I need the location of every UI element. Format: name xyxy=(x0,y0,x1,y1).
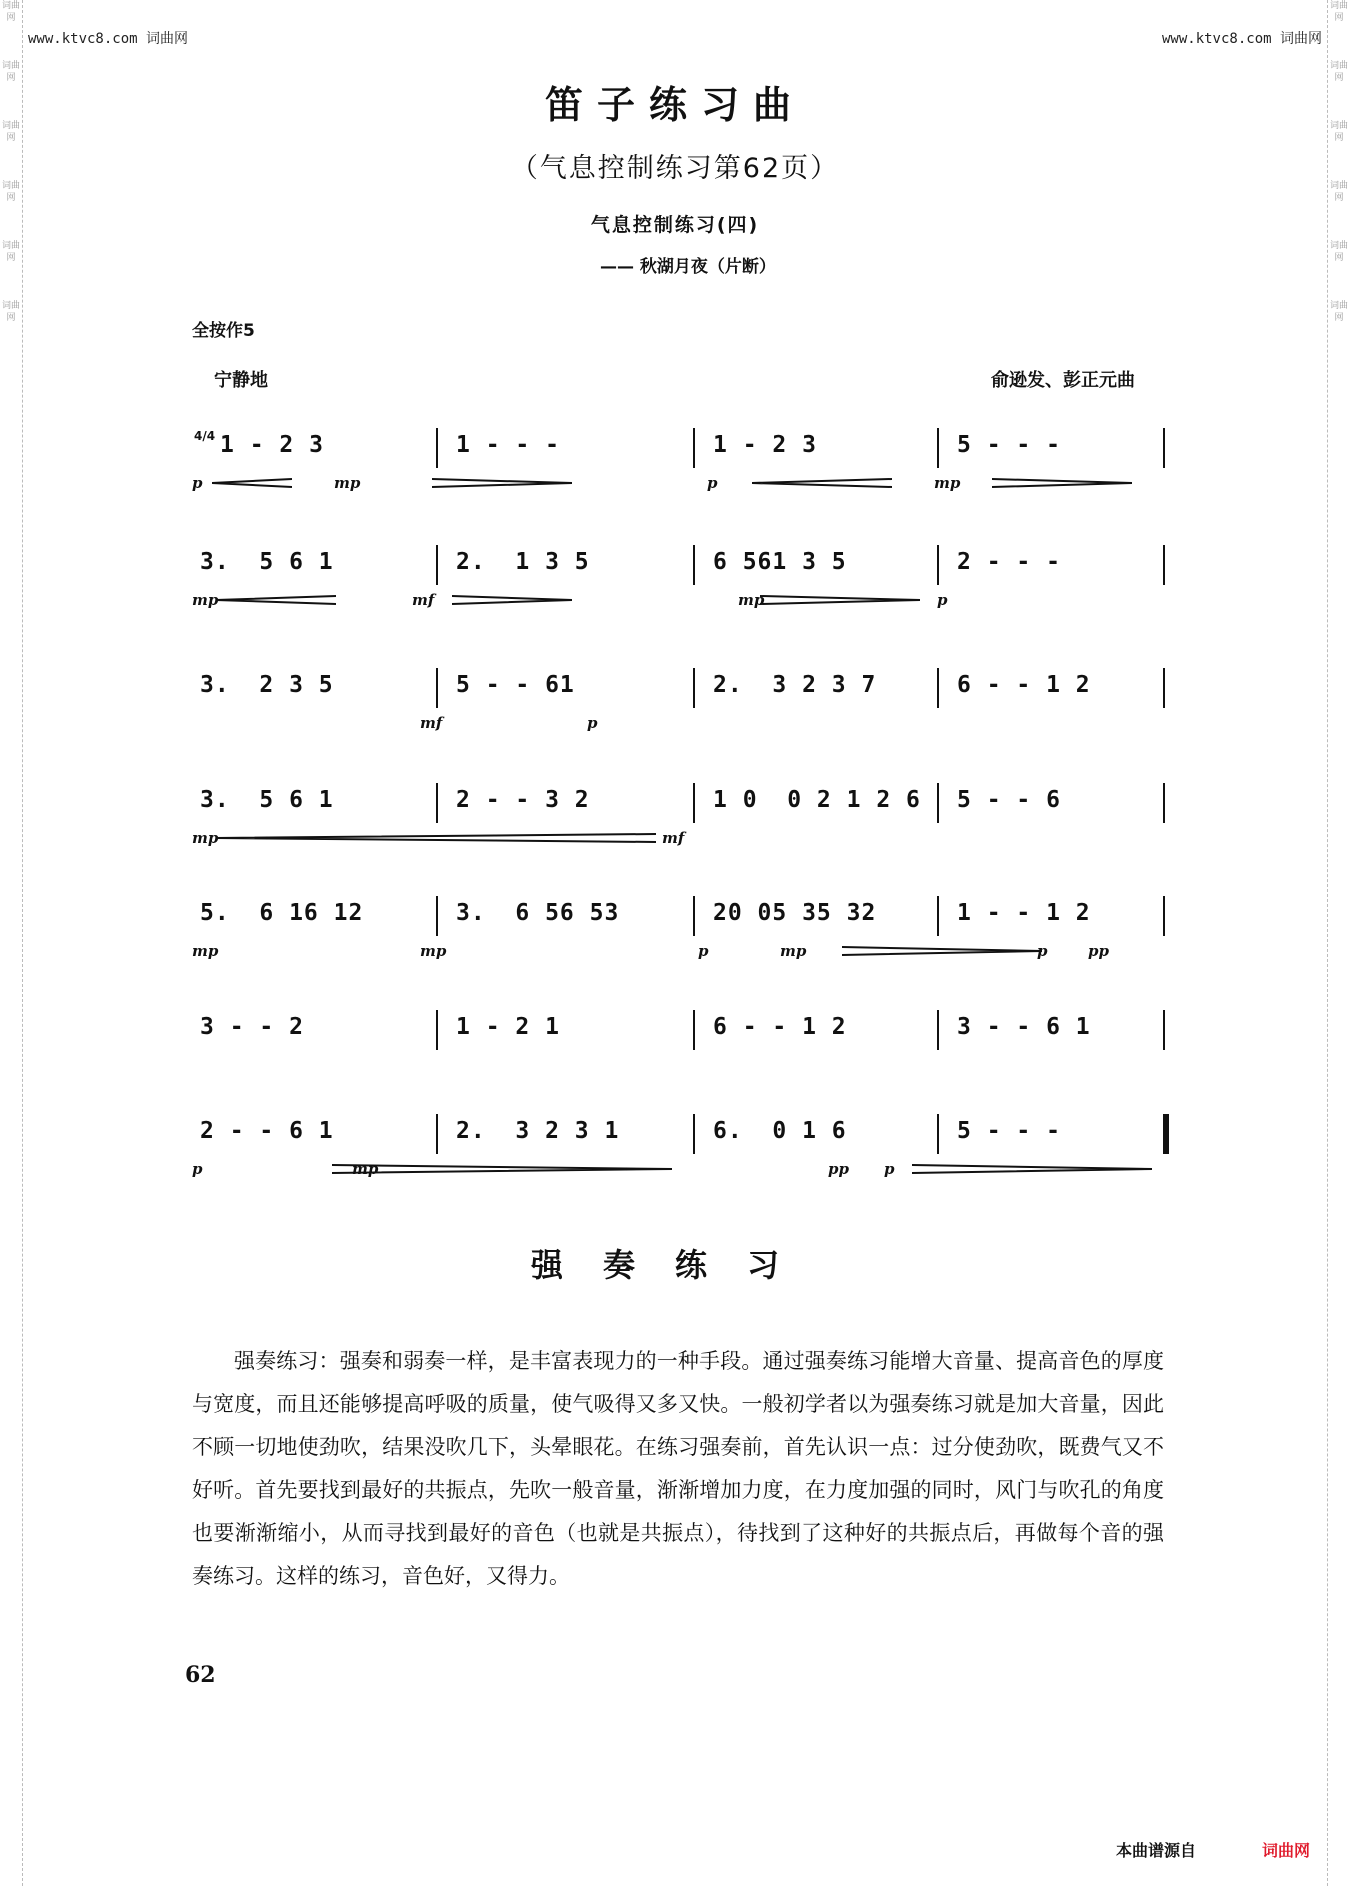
section-title: 强奏练习 xyxy=(530,1246,819,1284)
dynamic-marking: p xyxy=(192,1160,203,1178)
fingering-key: 全按作5 xyxy=(192,321,255,341)
dynamic-marking: pp xyxy=(1088,942,1109,960)
dynamic-marking: mp xyxy=(780,942,807,960)
right-watermark-strip xyxy=(1327,0,1350,1886)
barline xyxy=(1163,1114,1169,1154)
score-row xyxy=(192,896,1167,976)
measure: 2. 3 2 3 1 xyxy=(456,1118,620,1144)
side-watermark-text: 词曲网 xyxy=(1329,121,1348,143)
barline xyxy=(1163,1010,1165,1050)
measure: 5 - - 61 xyxy=(456,672,575,698)
measure: 3 - - 6 1 xyxy=(957,1014,1091,1040)
barline xyxy=(1163,783,1165,823)
side-watermark-text: 词曲网 xyxy=(1329,61,1348,83)
header-left-url[interactable]: www.ktvc8.com 词曲网 xyxy=(28,31,189,47)
header-right-url[interactable]: www.ktvc8.com 词曲网 xyxy=(1161,31,1322,47)
barline xyxy=(436,428,438,468)
diminuendo-hairpin xyxy=(842,946,1042,956)
diminuendo-hairpin xyxy=(760,595,920,605)
piece-title: 气息控制练习(四) xyxy=(590,214,760,236)
measure: 5 - - 6 xyxy=(957,787,1061,813)
barline xyxy=(937,428,939,468)
diminuendo-hairpin xyxy=(332,1164,672,1174)
barline xyxy=(436,783,438,823)
barline xyxy=(937,668,939,708)
barline xyxy=(693,896,695,936)
measure: 2. 1 3 5 xyxy=(456,549,590,575)
barline xyxy=(436,896,438,936)
measure: 3 - - 2 xyxy=(200,1014,304,1040)
dynamic-marking: mp xyxy=(420,942,447,960)
barline xyxy=(436,1114,438,1154)
side-watermark-text: 词曲网 xyxy=(1,1,20,23)
dynamic-marking: mp xyxy=(352,1160,379,1178)
measure: 6. 0 1 6 xyxy=(713,1118,847,1144)
diminuendo-hairpin xyxy=(452,595,572,605)
barline xyxy=(1163,428,1165,468)
left-watermark-strip xyxy=(0,0,23,1886)
diminuendo-hairpin xyxy=(912,1164,1152,1174)
measure: 1 - - 1 2 xyxy=(957,900,1091,926)
dynamic-marking: p xyxy=(937,591,948,609)
side-watermark-text: 词曲网 xyxy=(1,241,20,263)
barline xyxy=(937,1114,939,1154)
measure: 2 - - 6 1 xyxy=(200,1118,334,1144)
dynamic-marking: mp xyxy=(192,829,219,847)
barline xyxy=(937,1010,939,1050)
score-row xyxy=(192,428,1167,508)
measure: 1 - 2 3 xyxy=(220,432,324,458)
diminuendo-hairpin xyxy=(992,478,1132,488)
crescendo-hairpin xyxy=(752,478,892,488)
crescendo-hairpin xyxy=(212,478,292,488)
page-subtitle: （气息控制练习第62页） xyxy=(510,153,840,184)
measure: 3. 5 6 1 xyxy=(200,787,334,813)
side-watermark-text: 词曲网 xyxy=(1,181,20,203)
measure: 1 - 2 3 xyxy=(713,432,817,458)
measure: 6 - - 1 2 xyxy=(957,672,1091,698)
dynamic-marking: mp xyxy=(192,591,219,609)
measure: 3. 5 6 1 xyxy=(200,549,334,575)
measure: 5. 6 16 12 xyxy=(200,900,364,926)
measure: 20 05 35 32 xyxy=(713,900,877,926)
barline xyxy=(436,545,438,585)
piece-subtitle: —— 秋湖月夜（片断） xyxy=(600,257,776,277)
dynamic-marking: mp xyxy=(334,474,361,492)
crescendo-hairpin xyxy=(216,595,336,605)
dynamic-marking: mp xyxy=(934,474,961,492)
barline xyxy=(1163,668,1165,708)
score-row xyxy=(192,668,1167,748)
barline xyxy=(1163,545,1165,585)
dynamic-marking: mp xyxy=(192,942,219,960)
measure: 2 - - - xyxy=(957,549,1061,575)
dynamic-marking: mf xyxy=(412,591,435,609)
side-watermark-text: 词曲网 xyxy=(1329,1,1348,23)
dynamic-marking: pp xyxy=(828,1160,849,1178)
dynamic-marking: p xyxy=(587,714,598,732)
score-row xyxy=(192,1114,1167,1194)
dynamic-marking: p xyxy=(707,474,718,492)
measure: 5 - - - xyxy=(957,432,1061,458)
barline xyxy=(937,545,939,585)
score-row xyxy=(192,1010,1167,1090)
dynamic-marking: mf xyxy=(662,829,685,847)
measure: 6 561 3 5 xyxy=(713,549,847,575)
measure: 3. 2 3 5 xyxy=(200,672,334,698)
barline xyxy=(436,668,438,708)
measure: 2. 3 2 3 7 xyxy=(713,672,877,698)
diminuendo-hairpin xyxy=(432,478,572,488)
measure: 1 0 0 2 1 2 6 xyxy=(713,787,921,813)
page-number: 62 xyxy=(185,1662,216,1688)
dynamic-marking: p xyxy=(698,942,709,960)
barline xyxy=(693,1010,695,1050)
dynamic-marking: p xyxy=(192,474,203,492)
measure: 1 - 2 1 xyxy=(456,1014,560,1040)
dynamic-marking: mp xyxy=(738,591,765,609)
tempo-marking: 宁静地 xyxy=(214,370,268,391)
measure: 2 - - 3 2 xyxy=(456,787,590,813)
barline xyxy=(693,428,695,468)
barline xyxy=(693,668,695,708)
crescendo-hairpin xyxy=(216,833,656,843)
side-watermark-text: 词曲网 xyxy=(1,61,20,83)
body-text xyxy=(192,1340,1164,1598)
measure: 3. 6 56 53 xyxy=(456,900,620,926)
score-row xyxy=(192,545,1167,625)
body-paragraph: 强奏练习：强奏和弱奏一样，是丰富表现力的一种手段。通过强奏练习能增大音量、提高音色的厚度与宽度，而且还能够提高呼吸的质量，使气吸得又多又快。一般初学者以为强奏练习就是加大音量，因此不顾一切地使劲吹，结果没吹几下，头晕眼花。在练习强奏前，首先认识一点：过分使劲吹，既费气又不好听。首先要找到最好的共振点，先吹一般音量，渐渐增加力度，在力度加强的同时，风门与吹孔的角度也要渐渐缩小，从而寻找到最好的音色（也就是共振点），待找到了这种好的共振点后，再做每个音的强奏练习。这样的练习，音色好，又得力。 xyxy=(192,1349,1164,1588)
side-watermark-text: 词曲网 xyxy=(1329,181,1348,203)
barline xyxy=(937,896,939,936)
barline xyxy=(693,1114,695,1154)
barline xyxy=(693,783,695,823)
side-watermark-text: 词曲网 xyxy=(1329,241,1348,263)
measure: 1 - - - xyxy=(456,432,560,458)
side-watermark-text: 词曲网 xyxy=(1329,301,1348,323)
dynamic-marking: p xyxy=(1037,942,1048,960)
score-row xyxy=(192,783,1167,863)
dynamic-marking: p xyxy=(884,1160,895,1178)
measure: 6 - - 1 2 xyxy=(713,1014,847,1040)
time-signature: 4/4 xyxy=(194,429,216,443)
composer-credit: 俞逊发、彭正元曲 xyxy=(991,370,1135,391)
dynamic-marking: mf xyxy=(420,714,443,732)
page-title: 笛子练习曲 xyxy=(544,82,805,127)
barline xyxy=(937,783,939,823)
side-watermark-text: 词曲网 xyxy=(1,121,20,143)
footer-source-label: 本曲谱源自 xyxy=(1116,1841,1197,1860)
barline xyxy=(436,1010,438,1050)
side-watermark-text: 词曲网 xyxy=(1,301,20,323)
footer-brand-logo[interactable]: 词曲网 xyxy=(1262,1841,1311,1860)
barline xyxy=(693,545,695,585)
barline xyxy=(1163,896,1165,936)
measure: 5 - - - xyxy=(957,1118,1061,1144)
